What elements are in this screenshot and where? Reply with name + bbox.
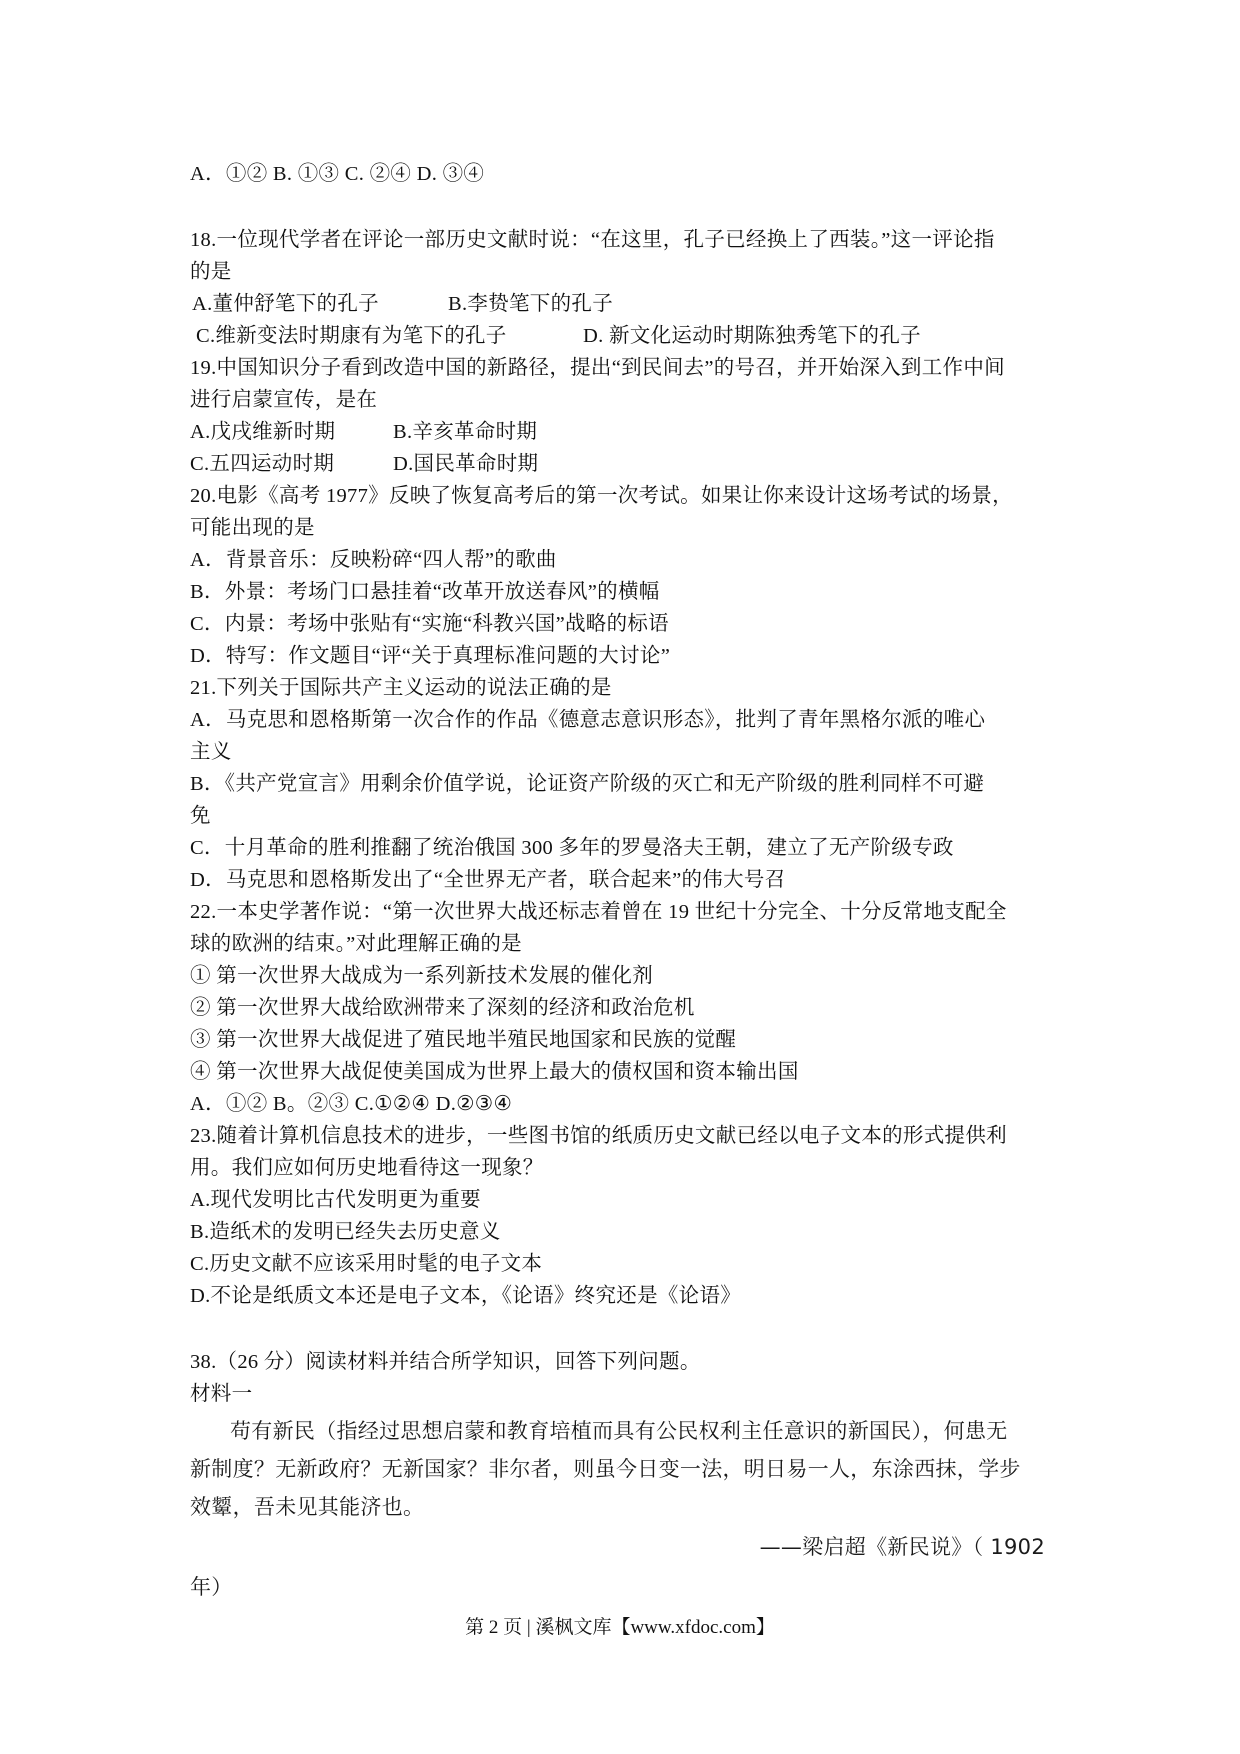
q21-option-d: D．马克思和恩格斯发出了“全世界无产者，联合起来”的伟大号召	[190, 869, 786, 891]
material-one-line2: 新制度？无新政府？无新国家？非尔者，则虽今日变一法，明日易一人，东涂西抹，学步	[190, 1457, 1021, 1481]
q22-stem-line1: 22.一本史学著作说：“第一次世界大战还标志着曾在 19 世纪十分完全、十分反常地支配全	[190, 901, 1007, 923]
q21-option-c: C．十月革命的胜利推翻了统治俄国 300 多年的罗曼洛夫王朝，建立了无产阶级专政	[190, 837, 954, 859]
q19-option-b: B.辛亥革命时期	[393, 421, 538, 443]
material-one-label: 材料一	[190, 1383, 253, 1405]
q21-option-b-line1: B．《共产党宣言》用剩余价值学说，论证资产阶级的灭亡和无产阶级的胜利同样不可避	[190, 773, 985, 795]
q19-option-a: A.戊戌维新时期	[190, 421, 336, 443]
material-one-source: ——梁启超《新民说》（ 1902	[759, 1535, 1045, 1559]
material-one-source-year: 年）	[190, 1575, 233, 1599]
q23-option-d: D.不论是纸质文本还是电子文本，《论语》终究还是《论语》	[190, 1285, 742, 1307]
q22-statement-4: ④ 第一次世界大战促使美国成为世界上最大的债权国和资本输出国	[190, 1061, 799, 1083]
q18-option-d: D. 新文化运动时期陈独秀笔下的孔子	[583, 325, 921, 347]
q17-options: A．①② B. ①③ C. ②④ D. ③④	[190, 163, 485, 185]
q18-stem-line2: 的是	[190, 261, 232, 283]
q22-statement-3: ③ 第一次世界大战促进了殖民地半殖民地国家和民族的觉醒	[190, 1029, 737, 1051]
q23-stem-line1: 23.随着计算机信息技术的进步，一些图书馆的纸质历史文献已经以电子文本的形式提供利	[190, 1125, 1007, 1147]
q21-option-a-line1: A．马克思和恩格斯第一次合作的作品《德意志意识形态》，批判了青年黑格尔派的唯心	[190, 709, 986, 731]
q22-statement-1: ① 第一次世界大战成为一系列新技术发展的催化剂	[190, 965, 654, 987]
q38-heading: 38.（26 分）阅读材料并结合所学知识，回答下列问题。	[190, 1351, 701, 1373]
q23-option-b: B.造纸术的发明已经失去历史意义	[190, 1221, 501, 1243]
q19-option-d: D.国民革命时期	[393, 453, 539, 475]
q18-option-c: C.维新变法时期康有为笔下的孔子	[196, 325, 507, 347]
page-footer: 第 2 页 | 溪枫文库【www.xfdoc.com】	[465, 1617, 775, 1638]
q20-option-c: C．内景：考场中张贴有“实施“科教兴国”战略的标语	[190, 613, 669, 635]
q21-option-b-line2: 免	[190, 805, 211, 827]
q20-option-a: A．背景音乐：反映粉碎“四人帮”的歌曲	[190, 549, 557, 571]
q20-stem-line2: 可能出现的是	[190, 517, 315, 539]
q23-option-a: A.现代发明比古代发明更为重要	[190, 1189, 481, 1211]
q23-stem-line2: 用。我们应如何历史地看待这一现象？	[190, 1157, 544, 1179]
q20-option-b: B．外景：考场门口悬挂着“改革开放送春风”的横幅	[190, 581, 660, 603]
q23-option-c: C.历史文献不应该采用时髦的电子文本	[190, 1253, 543, 1275]
q22-stem-line2: 球的欧洲的结束。”对此理解正确的是	[190, 933, 522, 955]
q18-option-b: B.李贽笔下的孔子	[448, 293, 613, 315]
material-one-line1: 苟有新民（指经过思想启蒙和教育培植而具有公民权利主任意识的新国民），何患无	[230, 1419, 1008, 1443]
q22-options: A．①② B。②③ C.①②④ D.②③④	[190, 1093, 513, 1115]
material-one-line3: 效颦，吾未见其能济也。	[190, 1495, 425, 1519]
q19-option-c: C.五四运动时期	[190, 453, 335, 475]
q20-option-d: D．特写：作文题目“评“关于真理标准问题的大讨论”	[190, 645, 671, 667]
q19-stem-line1: 19.中国知识分子看到改造中国的新路径，提出“到民间去”的号召，并开始深入到工作中间	[190, 357, 1005, 379]
q21-option-a-line2: 主义	[190, 741, 232, 763]
q18-stem-line1: 18.一位现代学者在评论一部历史文献时说：“在这里，孔子已经换上了西装。”这一评论指	[190, 229, 995, 251]
q20-stem-line1: 20.电影《高考 1977》反映了恢复高考后的第一次考试。如果让你来设计这场考试的场景，	[190, 485, 1013, 507]
q21-stem: 21.下列关于国际共产主义运动的说法正确的是	[190, 677, 612, 699]
q19-stem-line2: 进行启蒙宣传，是在	[190, 389, 378, 411]
q22-statement-2: ② 第一次世界大战给欧洲带来了深刻的经济和政治危机	[190, 997, 695, 1019]
q18-option-a: A.董仲舒笔下的孔子	[192, 293, 379, 315]
